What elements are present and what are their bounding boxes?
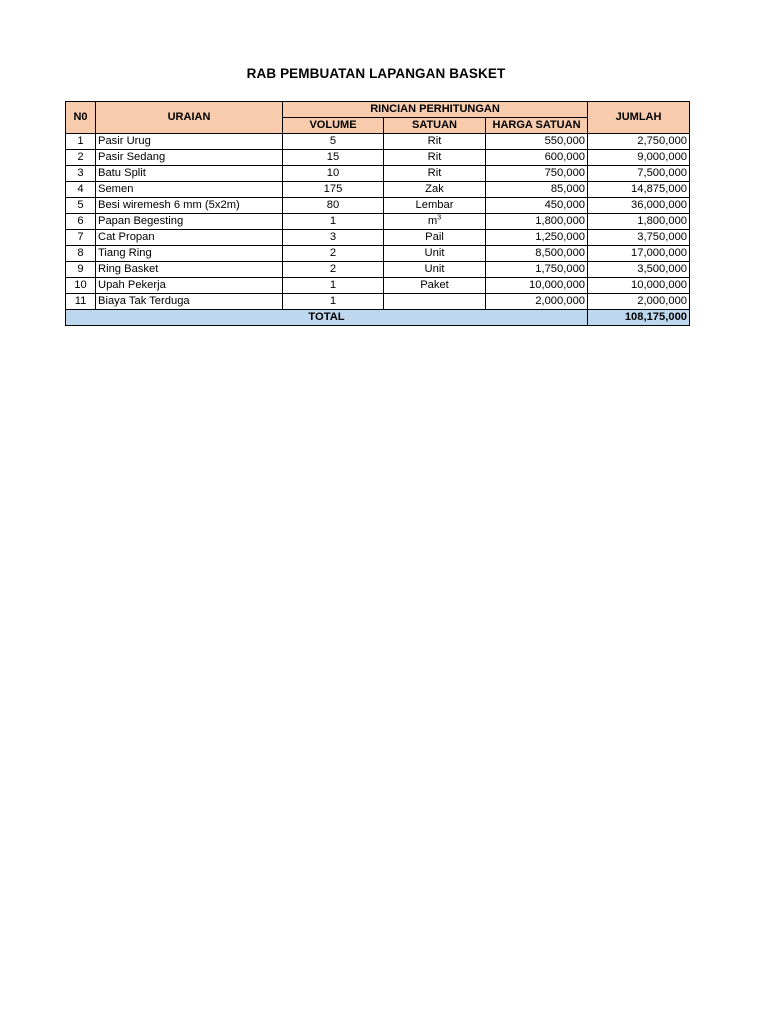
- cell-volume-text: 3: [329, 231, 337, 243]
- table-row: [66, 134, 690, 150]
- cell-uraian: [96, 230, 283, 246]
- cell-uraian-text: Papan Begesting: [98, 215, 184, 227]
- table-row: [66, 246, 690, 262]
- header-satuan: SATUAN: [384, 118, 486, 134]
- cell-harga-satuan: [486, 166, 588, 182]
- cell-no: [66, 262, 96, 278]
- cell-satuan-text: Rit: [427, 167, 442, 179]
- cell-no: [66, 150, 96, 166]
- cell-satuan: [384, 294, 486, 310]
- unit-superscript: 3: [437, 214, 442, 222]
- cell-no: [66, 230, 96, 246]
- cell-harga-satuan-text: 10,000,000: [529, 279, 586, 291]
- header-volume: VOLUME: [283, 118, 384, 134]
- cell-satuan-text: Unit: [424, 263, 445, 275]
- cell-harga-satuan-text: 1,800,000: [535, 215, 586, 227]
- cell-no-text: 10: [74, 279, 87, 291]
- header-uraian: URAIAN: [96, 102, 283, 134]
- cell-no-text: 7: [77, 231, 84, 243]
- cell-satuan-text: Rit: [427, 151, 442, 163]
- cell-satuan-text: Paket: [420, 279, 449, 291]
- cell-jumlah: [588, 182, 690, 198]
- cell-satuan: [384, 150, 486, 166]
- header-harga-satuan: HARGA SATUAN: [486, 118, 588, 134]
- cell-volume-text: 5: [329, 135, 337, 147]
- cell-harga-satuan-text: 2,000,000: [535, 295, 586, 307]
- cell-satuan: [384, 198, 486, 214]
- cell-volume-text: 2: [329, 263, 337, 275]
- cell-harga-satuan: [486, 294, 588, 310]
- cell-volume: [283, 182, 384, 198]
- cell-no-text: 5: [77, 199, 84, 211]
- cell-jumlah: [588, 134, 690, 150]
- cell-volume-text: 2: [329, 247, 337, 259]
- cell-no-text: 11: [74, 295, 87, 307]
- cell-volume-text: 15: [326, 151, 340, 163]
- table-row: [66, 230, 690, 246]
- cell-uraian-text: Biaya Tak Terduga: [98, 295, 190, 307]
- cell-harga-satuan-text: 750,000: [544, 167, 586, 179]
- cell-no-text: 8: [77, 247, 84, 259]
- cell-harga-satuan: [486, 246, 588, 262]
- cell-harga-satuan-text: 85,000: [550, 183, 586, 195]
- cell-volume: [283, 198, 384, 214]
- cell-volume: [283, 214, 384, 230]
- total-value: 108,175,000: [588, 310, 690, 326]
- cell-no: [66, 166, 96, 182]
- cell-satuan: [384, 278, 486, 294]
- cell-uraian-text: Pasir Sedang: [98, 151, 166, 163]
- table-row: [66, 294, 690, 310]
- cell-harga-satuan: [486, 278, 588, 294]
- cell-satuan-text: Zak: [425, 183, 444, 195]
- cell-volume: [283, 278, 384, 294]
- cell-uraian-text: Upah Pekerja: [98, 279, 166, 291]
- cell-uraian-text: Batu Split: [98, 167, 146, 179]
- cell-volume: [283, 150, 384, 166]
- cell-jumlah: [588, 246, 690, 262]
- cell-uraian: [96, 182, 283, 198]
- total-row: [66, 310, 690, 326]
- total-label: TOTAL: [66, 310, 588, 326]
- cell-jumlah: [588, 230, 690, 246]
- cell-harga-satuan-text: 1,750,000: [535, 263, 586, 275]
- header-jumlah: JUMLAH: [588, 102, 690, 134]
- header-no: N0: [66, 102, 96, 134]
- cell-uraian: [96, 262, 283, 278]
- cell-jumlah: [588, 262, 690, 278]
- cell-satuan-text: Unit: [424, 247, 445, 259]
- cell-jumlah-text: 36,000,000: [631, 199, 688, 211]
- cell-no: [66, 198, 96, 214]
- cell-no-text: 2: [77, 151, 84, 163]
- cell-jumlah: [588, 294, 690, 310]
- cell-harga-satuan-text: 450,000: [544, 199, 586, 211]
- cell-uraian-text: Semen: [98, 183, 134, 195]
- cell-jumlah: [588, 150, 690, 166]
- cell-uraian-text: Tiang Ring: [98, 247, 152, 259]
- cell-no: [66, 246, 96, 262]
- cell-harga-satuan-text: 8,500,000: [535, 247, 586, 259]
- cell-jumlah: [588, 198, 690, 214]
- cell-jumlah-text: 2,750,000: [637, 135, 688, 147]
- cell-satuan-text: m: [427, 215, 438, 227]
- cell-satuan: [384, 246, 486, 262]
- document-title: RAB PEMBUATAN LAPANGAN BASKET: [246, 66, 506, 81]
- cell-jumlah-text: 14,875,000: [631, 183, 688, 195]
- cell-harga-satuan: [486, 230, 588, 246]
- cell-volume-text: 175: [323, 183, 343, 195]
- cell-volume-text: 10: [326, 167, 340, 179]
- cell-no: [66, 134, 96, 150]
- cell-harga-satuan: [486, 214, 588, 230]
- cell-volume-text: 1: [329, 279, 337, 291]
- cell-satuan: [384, 214, 486, 230]
- cell-no-text: 1: [77, 135, 84, 147]
- cell-no: [66, 294, 96, 310]
- cell-jumlah-text: 3,500,000: [637, 263, 688, 275]
- table-row: [66, 182, 690, 198]
- table-row: [66, 214, 690, 230]
- cell-harga-satuan: [486, 134, 588, 150]
- cell-harga-satuan: [486, 150, 588, 166]
- cell-volume-text: 1: [329, 295, 337, 307]
- cell-uraian: [96, 278, 283, 294]
- cell-jumlah-text: 9,000,000: [637, 151, 688, 163]
- cell-jumlah: [588, 166, 690, 182]
- cell-uraian: [96, 294, 283, 310]
- table-body: [66, 134, 690, 310]
- cell-uraian: [96, 214, 283, 230]
- cell-volume: [283, 166, 384, 182]
- cell-satuan: [384, 230, 486, 246]
- cell-uraian-text: Pasir Urug: [98, 135, 151, 147]
- cell-jumlah-text: 2,000,000: [637, 295, 688, 307]
- cell-harga-satuan-text: 1,250,000: [535, 231, 586, 243]
- cell-harga-satuan: [486, 198, 588, 214]
- cell-uraian-text: Besi wiremesh 6 mm (5x2m): [98, 199, 240, 211]
- table-row: [66, 166, 690, 182]
- cell-no: [66, 278, 96, 294]
- cell-no: [66, 214, 96, 230]
- header-rincian-perhitungan: RINCIAN PERHITUNGAN: [283, 102, 588, 118]
- cell-volume: [283, 262, 384, 278]
- table-row: [66, 150, 690, 166]
- table-header-row: [66, 102, 690, 118]
- cell-no: [66, 182, 96, 198]
- table-row: [66, 198, 690, 214]
- cell-satuan: [384, 262, 486, 278]
- cell-uraian: [96, 134, 283, 150]
- cell-satuan-text: Rit: [427, 135, 442, 147]
- cell-satuan: [384, 166, 486, 182]
- cell-satuan: [384, 182, 486, 198]
- cell-uraian: [96, 198, 283, 214]
- table-row: [66, 262, 690, 278]
- cell-jumlah-text: 3,750,000: [637, 231, 688, 243]
- cell-harga-satuan: [486, 182, 588, 198]
- cell-no-text: 9: [77, 263, 84, 275]
- cell-volume: [283, 134, 384, 150]
- cell-volume: [283, 230, 384, 246]
- cell-uraian-text: Ring Basket: [98, 263, 159, 275]
- cell-uraian: [96, 166, 283, 182]
- cell-no-text: 3: [77, 167, 84, 179]
- cell-jumlah: [588, 214, 690, 230]
- cell-harga-satuan-text: 600,000: [544, 151, 586, 163]
- cell-no-text: 6: [77, 215, 84, 227]
- cell-uraian-text: Cat Propan: [98, 231, 155, 243]
- cell-no-text: 4: [77, 183, 84, 195]
- cell-volume: [283, 294, 384, 310]
- cell-volume-text: 1: [329, 215, 337, 227]
- table-row: [66, 278, 690, 294]
- cell-harga-satuan-text: 550,000: [544, 135, 586, 147]
- cell-jumlah-text: 17,000,000: [631, 247, 688, 259]
- cell-satuan: [384, 134, 486, 150]
- cell-satuan-text: Pail: [425, 231, 444, 243]
- cell-jumlah-text: 7,500,000: [637, 167, 688, 179]
- cell-volume: [283, 246, 384, 262]
- cell-harga-satuan: [486, 262, 588, 278]
- cell-uraian: [96, 246, 283, 262]
- cell-jumlah-text: 10,000,000: [631, 279, 688, 291]
- cell-satuan-text: Lembar: [415, 199, 454, 211]
- cell-uraian: [96, 150, 283, 166]
- cell-jumlah-text: 1,800,000: [637, 215, 688, 227]
- cell-volume-text: 80: [326, 199, 340, 211]
- rab-table: [65, 101, 690, 326]
- cell-jumlah: [588, 278, 690, 294]
